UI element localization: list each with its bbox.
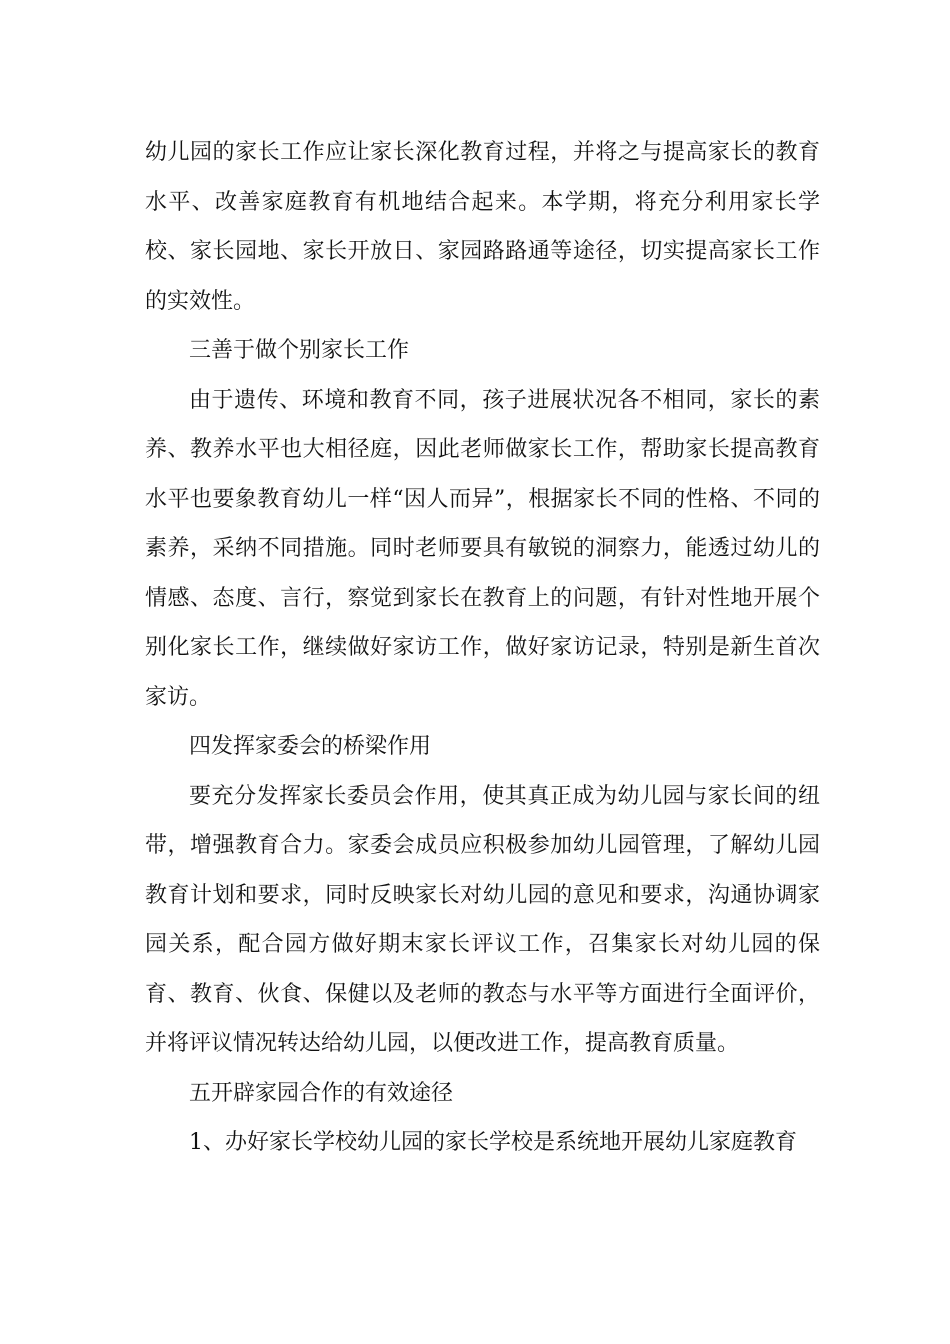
paragraph-intro: 幼儿园的家长工作应让家长深化教育过程，并将之与提高家长的教育水平、改善家庭教育有机地结合起来。本学期，将充分利用家长学校、家长园地、家长开放日、家园路路通等途径，切实提高家长工作的实效性。 — [145, 140, 820, 314]
document-body — [145, 128, 820, 1168]
paragraph-section-5-item-1: 1、办好家长学校幼儿园的家长学校是系统地开展幼儿家庭教育 — [189, 1130, 797, 1155]
paragraph-section-3: 由于遗传、环境和教育不同，孩子进展状况各不相同，家长的素养、教养水平也大相径庭，因此老师做家长工作，帮助家长提高教育水平也要象教育幼儿一样“因人而异”，根据家长不同的性格、不同的素养，采纳不同措施。同时老师要具有敏锐的洞察力，能透过幼儿的情感、态度、言行，察觉到家长在教育上的问题，有针对性地开展个别化家长工作，继续做好家访工作，做好家访记录，特别是新生首次家访。 — [145, 387, 820, 710]
heading-section-4: 四发挥家委会的桥梁作用 — [189, 734, 432, 759]
paragraph-section-4: 要充分发挥家长委员会作用，使其真正成为幼儿园与家长间的纽带，增强教育合力。家委会成员应积极参加幼儿园管理，了解幼儿园教育计划和要求，同时反映家长对幼儿园的意见和要求，沟通协调家园关系，配合园方做好期末家长评议工作，召集家长对幼儿园的保育、教育、伙食、保健以及老师的教态与水平等方面进行全面评价，并将评议情况转达给幼儿园，以便改进工作，提高教育质量。 — [145, 783, 820, 1056]
heading-section-5: 五开辟家园合作的有效途径 — [189, 1080, 454, 1106]
heading-section-3: 三善于做个别家长工作 — [189, 338, 410, 363]
